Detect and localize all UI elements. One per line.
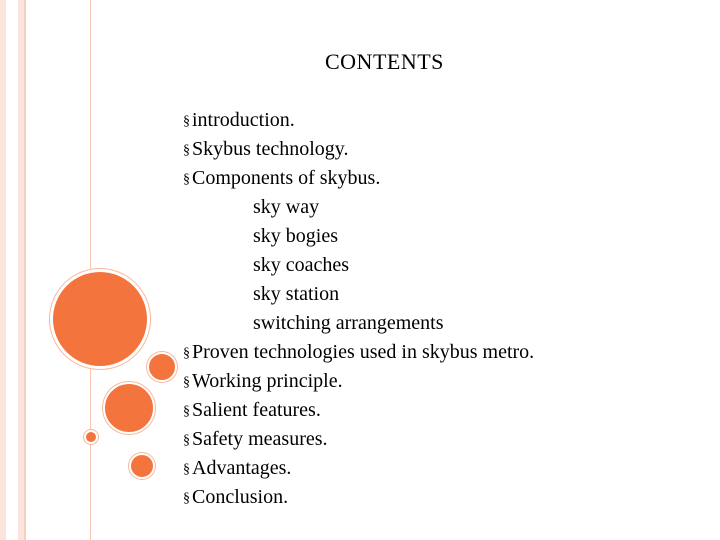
list-item-text: sky coaches <box>253 254 350 276</box>
decor-circle-medium <box>103 382 155 434</box>
list-item-text: Components of skybus. <box>192 167 381 189</box>
sub-list-item <box>183 251 534 280</box>
list-item <box>183 106 534 135</box>
bullet-icon: § <box>183 491 190 506</box>
bullet-icon: § <box>183 346 190 361</box>
bullet-icon: § <box>183 462 190 477</box>
bullet-icon: § <box>183 404 190 419</box>
decor-circle-small-bottom <box>129 453 155 479</box>
list-item <box>183 367 534 396</box>
list-item-text: sky station <box>253 283 340 305</box>
bullet-icon: § <box>183 143 190 158</box>
list-item <box>183 425 534 454</box>
sub-list-item <box>183 222 534 251</box>
list-item-text: introduction. <box>192 109 295 131</box>
list-item <box>183 483 534 512</box>
list-item <box>183 135 534 164</box>
sub-list-item <box>183 309 534 338</box>
decor-stripe-thin <box>24 0 26 540</box>
decor-circle-large <box>50 269 150 369</box>
slide-title: CONTENTS <box>325 49 444 74</box>
sub-list-item <box>183 280 534 309</box>
list-item-text: sky bogies <box>253 225 338 247</box>
list-item-text: Advantages. <box>192 457 292 479</box>
decor-stripe-left <box>0 0 6 540</box>
list-item-text: Skybus technology. <box>192 138 349 160</box>
list-item <box>183 338 534 367</box>
list-item <box>183 164 534 193</box>
list-item-text: Conclusion. <box>192 486 289 508</box>
list-item <box>183 396 534 425</box>
list-item-text: Safety measures. <box>192 428 328 450</box>
bullet-icon: § <box>183 114 190 129</box>
list-item-text: Working principle. <box>192 370 343 392</box>
sub-list-item <box>183 193 534 222</box>
decor-circle-tiny <box>84 430 98 444</box>
list-item-text: sky way <box>253 196 320 218</box>
bullet-icon: § <box>183 172 190 187</box>
bullet-icon: § <box>183 375 190 390</box>
decor-circle-small-right <box>147 352 177 382</box>
list-item <box>183 454 534 483</box>
bullet-icon: § <box>183 433 190 448</box>
list-item-text: switching arrangements <box>253 312 444 334</box>
list-item-text: Salient features. <box>192 399 321 421</box>
contents-list <box>183 106 534 512</box>
list-item-text: Proven technologies used in skybus metro. <box>192 341 535 363</box>
